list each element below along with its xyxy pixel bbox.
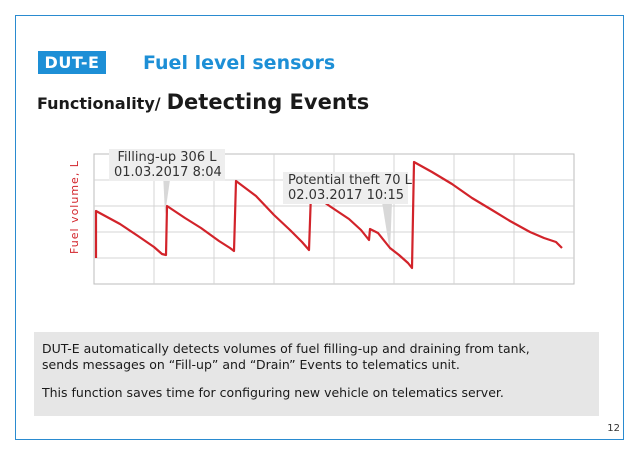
description-line-3: This function saves time for configuring new vehicle on telematics server.: [42, 385, 504, 400]
dut-e-logo: DUT-E: [38, 51, 106, 74]
fill-up-callout-date: 01.03.2017 8:04: [114, 165, 222, 180]
theft-callout-title: Potential theft 70 L: [288, 173, 412, 188]
fill-up-callout: [109, 149, 225, 181]
page-number: 12: [607, 423, 620, 434]
description-line-1: DUT-E automatically detects volumes of fuel filling-up and draining from tank,: [42, 341, 530, 356]
description-line-2: sends messages on “Fill-up” and “Drain” Events to telematics unit.: [42, 357, 460, 372]
subtitle-section: Functionality/: [37, 94, 161, 113]
description-box: [34, 332, 599, 416]
page-subtitle: [37, 90, 369, 118]
fill-up-callout-title: Filling-up 306 L: [117, 150, 217, 165]
subtitle-topic: Detecting Events: [166, 90, 370, 114]
header-title: Fuel level sensors: [143, 52, 336, 74]
y-axis-label: Fuel volume, L: [68, 160, 81, 254]
theft-callout-date: 02.03.2017 10:15: [288, 188, 405, 203]
theft-callout: [283, 172, 412, 204]
